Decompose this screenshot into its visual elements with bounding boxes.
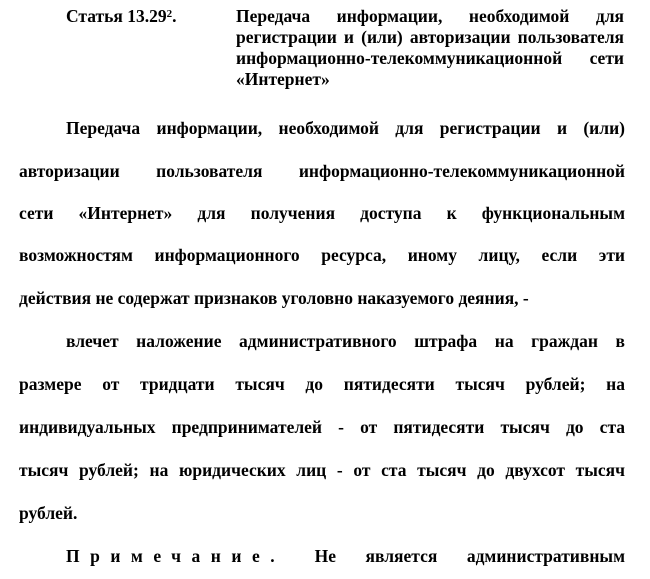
paragraph-line: влечет наложение административного штрафа на граждан в bbox=[66, 331, 625, 351]
paragraph-line: действия не содержат признаков уголовно наказуемого деяния, - bbox=[19, 288, 529, 308]
note-line bbox=[66, 545, 625, 567]
paragraph-line: авторизации пользователя информационно-телекоммуникационной bbox=[19, 161, 625, 181]
paragraph-line: тысяч рублей; на юридических лиц - от ста тысяч до двухсот тысяч bbox=[19, 460, 625, 480]
article-number-text: Статья 13.29 bbox=[66, 6, 167, 26]
paragraph-line: индивидуальных предпринимателей - от пятидесяти тысяч до ста bbox=[19, 417, 625, 437]
article-title: Передача информации, необходимой для регистрации и (или) авторизации пользователя информационно-телекоммуникационной сети «Интернет» bbox=[236, 6, 624, 89]
paragraph-line: возможностям информационного ресурса, иному лицу, если эти bbox=[19, 245, 625, 265]
note-label: Примечание. bbox=[66, 546, 286, 566]
article-number-dot: . bbox=[172, 6, 177, 26]
paragraph-line: Передача информации, необходимой для регистрации и (или) bbox=[66, 118, 625, 138]
paragraph-line: сети «Интернет» для получения доступа к функциональным bbox=[19, 203, 625, 223]
paragraph-line: рублей. bbox=[19, 503, 78, 523]
paragraph-line: размере от тридцати тысяч до пятидесяти тысяч рублей; на bbox=[19, 374, 625, 394]
article-number bbox=[66, 6, 176, 27]
note-text: Не является административным bbox=[314, 546, 625, 566]
article-number-superscript: 2 bbox=[166, 8, 173, 20]
